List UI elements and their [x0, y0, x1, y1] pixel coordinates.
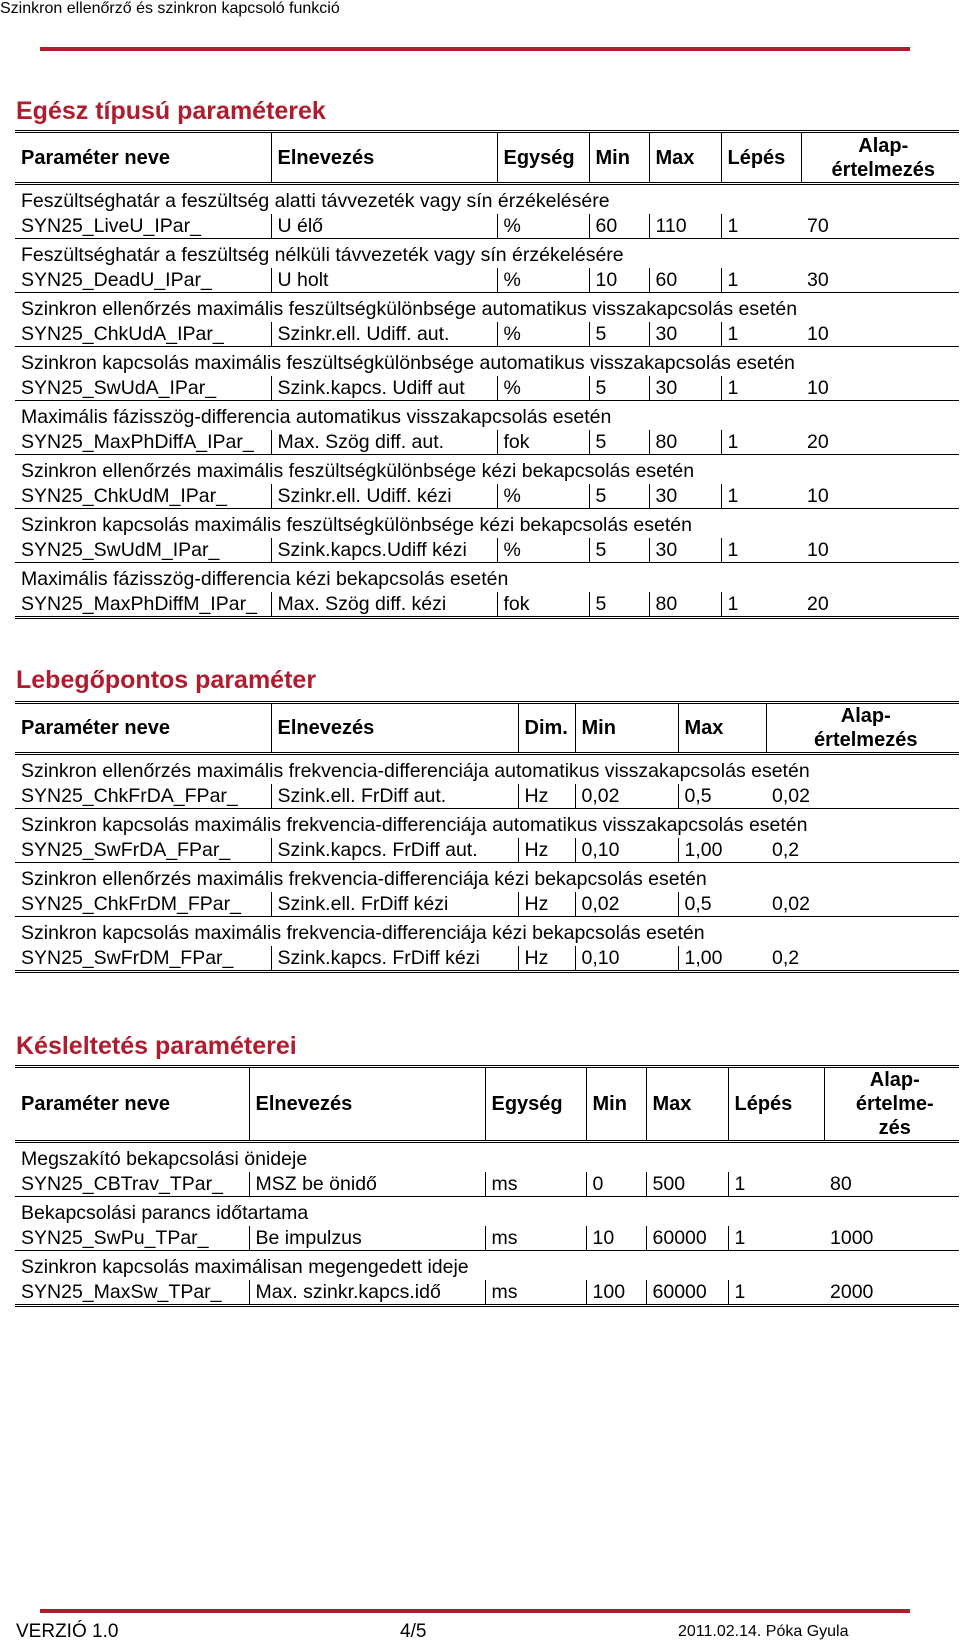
parameter-cell: 1	[721, 538, 801, 563]
parameter-description-row	[15, 293, 959, 323]
parameter-cell: 110	[649, 214, 721, 239]
parameter-cell: 5	[589, 376, 649, 401]
column-header: Elnevezés	[249, 1067, 485, 1142]
parameter-cell: %	[497, 214, 589, 239]
parameter-row	[15, 592, 959, 618]
parameter-cell: Szink.ell. FrDiff aut.	[271, 784, 518, 809]
parameter-cell: SYN25_SwFrDA_FPar_	[15, 838, 271, 863]
parameter-cell: 30	[649, 538, 721, 563]
parameter-cell: 60000	[646, 1226, 728, 1251]
parameter-cell: U holt	[271, 268, 497, 293]
parameter-cell: Hz	[518, 946, 575, 972]
parameter-row	[15, 376, 959, 401]
parameter-cell: fok	[497, 592, 589, 618]
parameter-cell: 0,5	[678, 892, 766, 917]
parameter-description-row	[15, 1142, 959, 1173]
parameter-cell: 0,2	[766, 946, 959, 972]
parameter-row	[15, 430, 959, 455]
column-header: Dim.	[518, 703, 575, 754]
parameter-cell: 10	[801, 538, 959, 563]
parameter-cell: 10	[801, 484, 959, 509]
parameter-cell: Max. Szög diff. aut.	[271, 430, 497, 455]
parameter-cell: SYN25_CBTrav_TPar_	[15, 1172, 249, 1197]
parameter-cell: 0,02	[575, 892, 678, 917]
parameter-cell: 1	[721, 322, 801, 347]
parameter-cell: U élő	[271, 214, 497, 239]
parameter-description-row	[15, 239, 959, 269]
column-header: Max	[646, 1067, 728, 1142]
parameter-description-row	[15, 917, 959, 947]
parameter-cell: 100	[586, 1280, 646, 1306]
column-header: Egység	[497, 132, 589, 184]
parameter-cell: 30	[649, 484, 721, 509]
parameter-row	[15, 268, 959, 293]
parameter-cell: 20	[801, 430, 959, 455]
parameter-row	[15, 484, 959, 509]
parameter-cell: Szinkr.ell. Udiff. kézi	[271, 484, 497, 509]
parameter-row	[15, 892, 959, 917]
delay-parameters-table	[15, 1065, 959, 1307]
parameter-cell: 5	[589, 484, 649, 509]
parameter-cell: SYN25_SwUdM_IPar_	[15, 538, 271, 563]
parameter-row	[15, 322, 959, 347]
parameter-row	[15, 538, 959, 563]
parameter-row	[15, 214, 959, 239]
parameter-description-row	[15, 509, 959, 539]
parameter-cell: Szink.kapcs. FrDiff aut.	[271, 838, 518, 863]
parameter-cell: 5	[589, 322, 649, 347]
header-rule	[40, 47, 910, 51]
parameter-cell: 80	[649, 430, 721, 455]
parameter-cell: SYN25_ChkUdM_IPar_	[15, 484, 271, 509]
column-header: Paraméter neve	[15, 1067, 249, 1142]
parameter-cell: 20	[801, 592, 959, 618]
parameter-cell: %	[497, 376, 589, 401]
parameter-description: Szinkron kapcsolás maximális feszültségkülönbsége automatikus visszakapcsolás esetén	[21, 351, 795, 374]
footer-rule	[40, 1609, 910, 1613]
parameter-cell: 30	[649, 322, 721, 347]
parameter-description-row	[15, 455, 959, 485]
parameter-cell: 60	[649, 268, 721, 293]
parameter-cell: 5	[589, 430, 649, 455]
parameter-cell: 30	[649, 376, 721, 401]
parameter-cell: Szinkr.ell. Udiff. aut.	[271, 322, 497, 347]
parameter-description: Szinkron kapcsolás maximális frekvencia-differenciája kézi bekapcsolás esetén	[21, 921, 705, 944]
column-header: Min	[586, 1067, 646, 1142]
parameter-cell: Szink.ell. FrDiff kézi	[271, 892, 518, 917]
parameter-description-row	[15, 1251, 959, 1281]
parameter-cell: 500	[646, 1172, 728, 1197]
parameter-cell: Szink.kapcs. Udiff aut	[271, 376, 497, 401]
column-header: Min	[589, 132, 649, 184]
section-title-integer: Egész típusú paraméterek	[16, 97, 326, 125]
parameter-cell: 10	[589, 268, 649, 293]
parameter-cell: 10	[801, 322, 959, 347]
parameter-description: Szinkron ellenőrzés maximális frekvencia-differenciája kézi bekapcsolás esetén	[21, 867, 707, 890]
parameter-cell: 2000	[824, 1280, 959, 1306]
parameter-cell: 0,02	[766, 784, 959, 809]
parameter-cell: 30	[801, 268, 959, 293]
column-header: Alap- értelmezés	[801, 132, 959, 184]
parameter-description-row	[15, 754, 959, 785]
parameter-cell: 0	[586, 1172, 646, 1197]
parameter-cell: Hz	[518, 838, 575, 863]
parameter-cell: 80	[649, 592, 721, 618]
parameter-cell: Be impulzus	[249, 1226, 485, 1251]
parameter-description: Bekapcsolási parancs időtartama	[21, 1201, 309, 1224]
parameter-description-row	[15, 1197, 959, 1227]
parameter-cell: Szink.kapcs. FrDiff kézi	[271, 946, 518, 972]
parameter-description: Szinkron kapcsolás maximális frekvencia-differenciája automatikus visszakapcsolás esetén	[21, 813, 808, 836]
parameter-description-row	[15, 863, 959, 893]
parameter-cell: SYN25_SwUdA_IPar_	[15, 376, 271, 401]
page-header: Szinkron ellenőrző és szinkron kapcsoló funkció	[0, 0, 340, 17]
parameter-description: Szinkron ellenőrzés maximális feszültségkülönbsége kézi bekapcsolás esetén	[21, 459, 695, 482]
integer-parameters-table	[15, 130, 959, 619]
parameter-description-row	[15, 401, 959, 431]
section-title-delay: Késleltetés paraméterei	[16, 1032, 297, 1060]
parameter-cell: 1	[728, 1280, 824, 1306]
column-header: Alap- értelme- zés	[824, 1067, 959, 1142]
parameter-cell: %	[497, 484, 589, 509]
parameter-cell: SYN25_SwFrDM_FPar_	[15, 946, 271, 972]
column-header: Egység	[485, 1067, 586, 1142]
parameter-cell: 80	[824, 1172, 959, 1197]
parameter-row	[15, 1172, 959, 1197]
parameter-cell: ms	[485, 1226, 586, 1251]
parameter-cell: %	[497, 538, 589, 563]
parameter-description: Megszakító bekapcsolási önideje	[21, 1147, 308, 1170]
parameter-description: Szinkron ellenőrzés maximális feszültségkülönbsége automatikus visszakapcsolás esetén	[21, 297, 798, 320]
footer-date-author: 2011.02.14. Póka Gyula	[678, 1623, 849, 1640]
parameter-description-row	[15, 809, 959, 839]
parameter-cell: 1	[721, 484, 801, 509]
parameter-row	[15, 1280, 959, 1306]
footer-version: VERZIÓ 1.0	[16, 1621, 119, 1642]
parameter-cell: 0,02	[766, 892, 959, 917]
parameter-cell: SYN25_ChkFrDM_FPar_	[15, 892, 271, 917]
parameter-cell: SYN25_ChkUdA_IPar_	[15, 322, 271, 347]
parameter-description: Maximális fázisszög-differencia kézi bekapcsolás esetén	[21, 567, 509, 590]
parameter-cell: SYN25_ChkFrDA_FPar_	[15, 784, 271, 809]
parameter-cell: ms	[485, 1280, 586, 1306]
parameter-description: Szinkron ellenőrzés maximális frekvencia-differenciája automatikus visszakapcsolás esetén	[21, 759, 810, 782]
parameter-description-row	[15, 563, 959, 593]
parameter-row	[15, 946, 959, 972]
parameter-cell: 1	[728, 1226, 824, 1251]
parameter-cell: 60000	[646, 1280, 728, 1306]
parameter-cell: 1	[721, 430, 801, 455]
parameter-cell: 0,5	[678, 784, 766, 809]
parameter-cell: 1	[721, 268, 801, 293]
parameter-cell: %	[497, 268, 589, 293]
parameter-row	[15, 1226, 959, 1251]
column-header: Elnevezés	[271, 132, 497, 184]
parameter-cell: SYN25_MaxPhDiffA_IPar_	[15, 430, 271, 455]
parameter-description: Feszültséghatár a feszültség alatti távvezeték vagy sín érzékelésére	[21, 189, 610, 212]
column-header: Paraméter neve	[15, 703, 271, 754]
parameter-description: Maximális fázisszög-differencia automatikus visszakapcsolás esetén	[21, 405, 612, 428]
parameter-cell: fok	[497, 430, 589, 455]
parameter-cell: 10	[801, 376, 959, 401]
parameter-cell: Max. Szög diff. kézi	[271, 592, 497, 618]
column-header: Max	[649, 132, 721, 184]
parameter-cell: 5	[589, 538, 649, 563]
parameter-cell: 1	[721, 592, 801, 618]
parameter-cell: 70	[801, 214, 959, 239]
parameter-description: Szinkron kapcsolás maximálisan megengedett ideje	[21, 1255, 469, 1278]
parameter-cell: MSZ be önidő	[249, 1172, 485, 1197]
parameter-cell: 1	[721, 214, 801, 239]
parameter-cell: Hz	[518, 784, 575, 809]
parameter-cell: 1,00	[678, 838, 766, 863]
parameter-description-row	[15, 347, 959, 377]
parameter-cell: SYN25_DeadU_IPar_	[15, 268, 271, 293]
column-header: Elnevezés	[271, 703, 518, 754]
parameter-cell: 60	[589, 214, 649, 239]
parameter-cell: Max. szinkr.kapcs.idő	[249, 1280, 485, 1306]
parameter-cell: Szink.kapcs.Udiff kézi	[271, 538, 497, 563]
parameter-cell: 0,10	[575, 838, 678, 863]
parameter-description-row	[15, 184, 959, 215]
parameter-description: Feszültséghatár a feszültség nélküli távvezeték vagy sín érzékelésére	[21, 243, 624, 266]
parameter-cell: 1	[728, 1172, 824, 1197]
parameter-row	[15, 838, 959, 863]
column-header: Lépés	[728, 1067, 824, 1142]
parameter-cell: 5	[589, 592, 649, 618]
parameter-cell: SYN25_SwPu_TPar_	[15, 1226, 249, 1251]
parameter-cell: 1	[721, 376, 801, 401]
parameter-cell: 1000	[824, 1226, 959, 1251]
parameter-cell: %	[497, 322, 589, 347]
parameter-cell: 1,00	[678, 946, 766, 972]
parameter-cell: 0,10	[575, 946, 678, 972]
section-title-float: Lebegőpontos paraméter	[16, 666, 317, 694]
column-header: Alap- értelmezés	[766, 703, 959, 754]
parameter-cell: Hz	[518, 892, 575, 917]
parameter-cell: SYN25_MaxSw_TPar_	[15, 1280, 249, 1306]
parameter-cell: 0,02	[575, 784, 678, 809]
parameter-row	[15, 784, 959, 809]
float-parameters-table	[15, 701, 959, 973]
column-header: Max	[678, 703, 766, 754]
parameter-cell: 10	[586, 1226, 646, 1251]
parameter-cell: 0,2	[766, 838, 959, 863]
column-header: Min	[575, 703, 678, 754]
parameter-description: Szinkron kapcsolás maximális feszültségkülönbsége kézi bekapcsolás esetén	[21, 513, 692, 536]
parameter-cell: ms	[485, 1172, 586, 1197]
column-header: Paraméter neve	[15, 132, 271, 184]
column-header: Lépés	[721, 132, 801, 184]
parameter-cell: SYN25_MaxPhDiffM_IPar_	[15, 592, 271, 618]
footer-page-number: 4/5	[400, 1621, 427, 1642]
parameter-cell: SYN25_LiveU_IPar_	[15, 214, 271, 239]
